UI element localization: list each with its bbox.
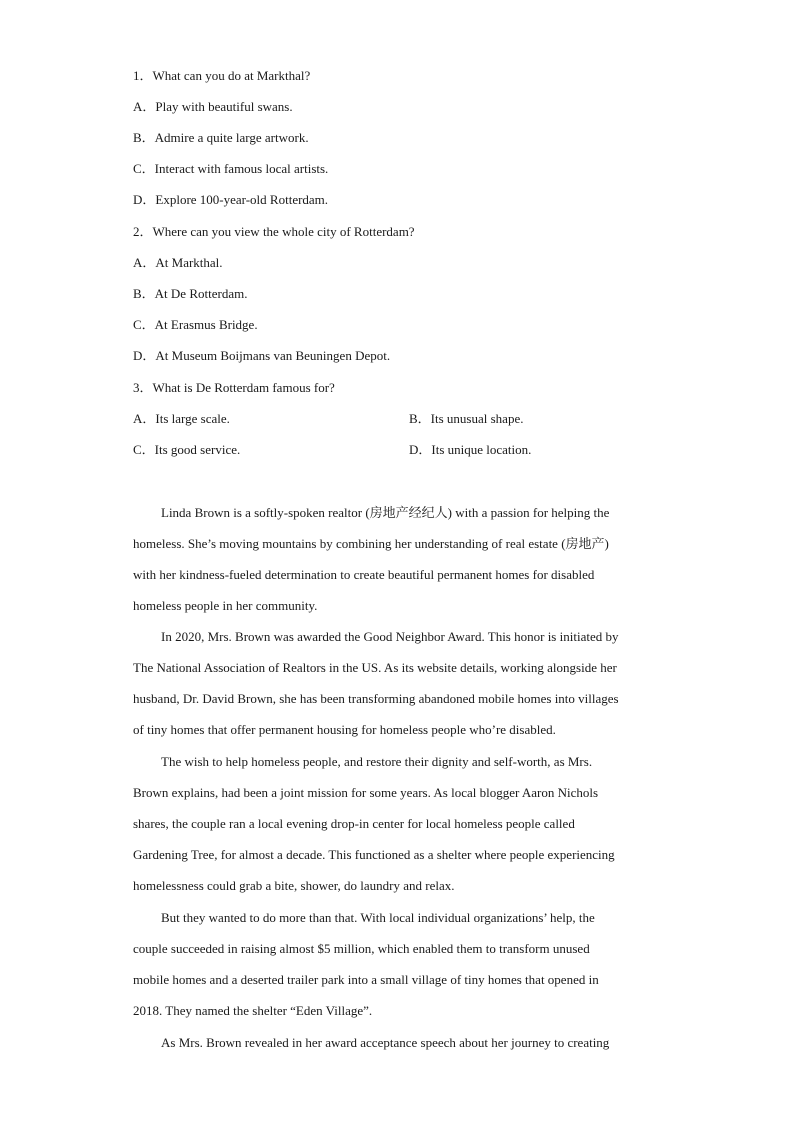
question-2-option-c: C．At Erasmus Bridge. — [133, 317, 258, 332]
passage-line: In 2020, Mrs. Brown was awarded the Good Neighbor Award. This honor is initiated by — [161, 629, 619, 644]
passage-paragraph-4 — [133, 902, 663, 1026]
question-3-option-d: D．Its unique location. — [409, 442, 532, 457]
passage-paragraph-5 — [133, 1027, 663, 1058]
passage-line: The National Association of Realtors in the US. As its website details, working alongside her — [133, 660, 617, 676]
passage-line: husband, Dr. David Brown, she has been transforming abandoned mobile homes into villages — [133, 691, 619, 707]
question-1-option-d: D．Explore 100-year-old Rotterdam. — [133, 192, 329, 207]
passage-line: couple succeeded in raising almost $5 million, which enabled them to transform unused — [133, 941, 590, 957]
passage-paragraph-1 — [133, 497, 663, 621]
question-2-stem: 2．Where can you view the whole city of Rotterdam? — [133, 224, 415, 239]
question-1-option-a: A．Play with beautiful swans. — [133, 99, 293, 114]
passage-line: of tiny homes that offer permanent housing for homeless people who’re disabled. — [133, 722, 556, 738]
passage-line: mobile homes and a deserted trailer park into a small village of tiny homes that opened in — [133, 972, 599, 988]
question-2-option-d: D．At Museum Boijmans van Beuningen Depot. — [133, 348, 391, 363]
question-1-option-c: C．Interact with famous local artists. — [133, 161, 329, 176]
passage-line: Linda Brown is a softly-spoken realtor (房地产经纪人) with a passion for helping the — [161, 505, 610, 520]
question-3-option-a: A．Its large scale. — [133, 411, 230, 426]
passage-line: Brown explains, had been a joint mission for some years. As local blogger Aaron Nichols — [133, 785, 599, 801]
passage-paragraph-3 — [133, 746, 663, 901]
passage-line: with her kindness-fueled determination to create beautiful permanent homes for disabled — [133, 567, 595, 583]
question-1-stem: 1．What can you do at Markthal? — [133, 68, 311, 83]
question-3-stem: 3．What is De Rotterdam famous for? — [133, 380, 335, 395]
passage-line: homelessness could grab a bite, shower, do laundry and relax. — [133, 878, 455, 894]
question-2-option-b: B．At De Rotterdam. — [133, 286, 248, 301]
passage-paragraph-2 — [133, 621, 663, 745]
passage-line: As Mrs. Brown revealed in her award acceptance speech about her journey to creating — [161, 1035, 610, 1050]
passage-line: The wish to help homeless people, and restore their dignity and self-worth, as Mrs. — [161, 754, 593, 769]
question-3-option-c: C．Its good service. — [133, 442, 241, 457]
passage-line: Gardening Tree, for almost a decade. This functioned as a shelter where people experiencing — [133, 847, 615, 863]
question-3-option-b: B．Its unusual shape. — [409, 411, 524, 426]
passage-line: homeless people in her community. — [133, 598, 318, 614]
question-2-option-a: A．At Markthal. — [133, 255, 223, 270]
question-1-option-b: B．Admire a quite large artwork. — [133, 130, 309, 145]
passage-line: But they wanted to do more than that. With local individual organizations’ help, the — [161, 910, 595, 925]
passage-line: 2018. They named the shelter “Eden Village”. — [133, 1003, 373, 1019]
passage-line: shares, the couple ran a local evening drop-in center for local homeless people called — [133, 816, 575, 832]
passage-line: homeless. She’s moving mountains by combining her understanding of real estate (房地产) — [133, 536, 609, 552]
